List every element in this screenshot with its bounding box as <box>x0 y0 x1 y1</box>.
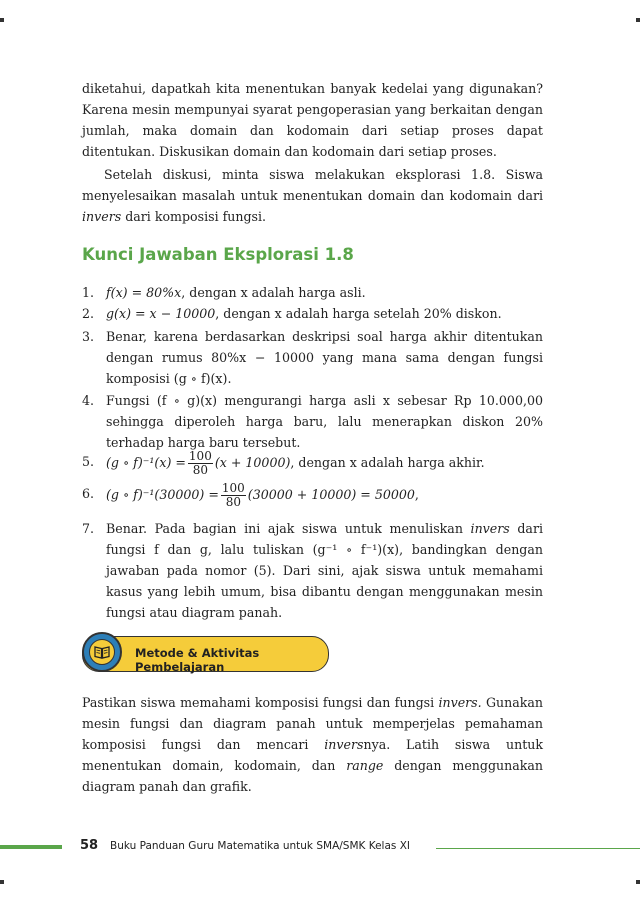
banner-badge <box>82 632 122 672</box>
closing-italic-term: invers. <box>438 695 482 710</box>
math-expression: g(x) = x − 10000 <box>106 306 216 321</box>
math-lhs: (g ∘ f)⁻¹(x) = <box>106 455 186 470</box>
book-title: Buku Panduan Guru Matematika untuk SMA/SMK Kelas XI <box>110 840 411 852</box>
banner-badge-inner <box>89 639 115 665</box>
answer-number: 6. <box>82 486 95 501</box>
fraction <box>188 450 213 477</box>
answer-number: 4. <box>82 393 95 408</box>
answer-italic-term: invers <box>470 521 510 536</box>
answer-item <box>82 518 543 623</box>
crop-mark <box>636 18 640 22</box>
answer-text: Benar. Pada bagian ini ajak siswa untuk menuliskan <box>106 521 471 536</box>
intro-paragraph-2 <box>82 164 543 227</box>
answer-item <box>82 390 543 453</box>
answer-number: 7. <box>82 521 95 536</box>
intro-paragraph-1: diketahui, dapatkah kita menentukan banyak kedelai yang digunakan? Karena mesin mempunyai syarat pengoperasian yang berkaitan dengan jumlah, maka domain dan kodomain dari setiap proses dapat ditentukan. Diskusikan domain dan kodomain dari setiap proses. <box>82 81 543 159</box>
answer-number: 3. <box>82 329 95 344</box>
fraction-numerator: 100 <box>188 449 212 463</box>
answer-item <box>82 282 543 303</box>
answer-item <box>82 450 543 477</box>
page-number: 58 <box>80 838 99 853</box>
crop-mark <box>0 880 4 884</box>
closing-text: Gunakan mesin fungsi dan diagram panah untuk memperjelas pemahaman komposisi fungsi dan mencari <box>82 695 543 752</box>
answer-number: 2. <box>82 306 95 321</box>
fraction-denominator: 80 <box>225 495 241 509</box>
intro-text: Setelah diskusi, minta siswa melakukan eksplorasi 1.8. Siswa menyelesaikan masalah untuk menentukan domain dan kodomain dari <box>82 167 543 203</box>
answer-number: 1. <box>82 285 95 300</box>
closing-text: nya. Latih siswa untuk menentukan domain, kodomain, dan <box>82 737 543 773</box>
closing-italic-term: invers <box>324 737 364 752</box>
answer-text: , dengan x adalah harga akhir. <box>290 455 485 470</box>
math-rhs: (x + 10000) <box>214 455 291 470</box>
math-lhs: (g ∘ f)⁻¹(30000) = <box>106 487 219 502</box>
answer-item <box>82 303 543 324</box>
intro-text: dari komposisi fungsi. <box>121 209 267 224</box>
open-book-icon <box>90 640 114 664</box>
closing-text: Pastikan siswa memahami komposisi fungsi dan fungsi <box>82 695 439 710</box>
closing-italic-term: range <box>346 758 384 773</box>
answer-item <box>82 482 543 509</box>
answer-number: 5. <box>82 454 95 469</box>
closing-paragraph <box>82 692 543 797</box>
fraction-denominator: 80 <box>192 463 209 477</box>
footer-rule <box>436 848 640 849</box>
crop-mark <box>636 880 640 884</box>
closing-text: dengan menggunakan diagram panah dan grafik. <box>82 758 543 794</box>
banner-label: Metode & Aktivitas Pembelajaran <box>135 646 260 674</box>
answer-text: Fungsi (f ∘ g)(x) mengurangi harga asli x sebesar Rp 10.000,00 sehingga diperoleh harga baru, lalu menerapkan diskon 20% terhadap harga baru tersebut. <box>106 393 543 450</box>
answer-text: , dengan x adalah harga asli. <box>181 285 366 300</box>
footer-accent-bar <box>0 845 62 849</box>
answer-text: , dengan x adalah harga setelah 20% diskon. <box>215 306 502 321</box>
fraction-numerator: 100 <box>221 481 245 495</box>
section-heading: Kunci Jawaban Eksplorasi 1.8 <box>82 245 354 264</box>
math-rhs: (30000 + 10000) = 50000 <box>247 487 415 502</box>
math-expression: f(x) = 80%x <box>106 285 182 300</box>
intro-italic-term: invers <box>82 209 122 224</box>
method-activity-banner <box>82 636 329 672</box>
answer-text: , <box>414 487 419 502</box>
answer-text: dari fungsi f dan g, lalu tuliskan (g⁻¹ ∘ f⁻¹)(x), bandingkan dengan jawaban pada nomor (5). Dari sini, ajak siswa untuk memahami kasus yang lebih umum, bisa dibantu dengan menggunakan mesin fungsi atau diagram panah. <box>106 521 543 620</box>
answer-item <box>82 326 543 389</box>
crop-mark <box>0 18 4 22</box>
answer-text: Benar, karena berdasarkan deskripsi soal harga akhir ditentukan dengan rumus 80%x − 10000 yang mana sama dengan fungsi komposisi (g ∘ f)(x). <box>106 329 543 386</box>
fraction <box>221 482 246 509</box>
